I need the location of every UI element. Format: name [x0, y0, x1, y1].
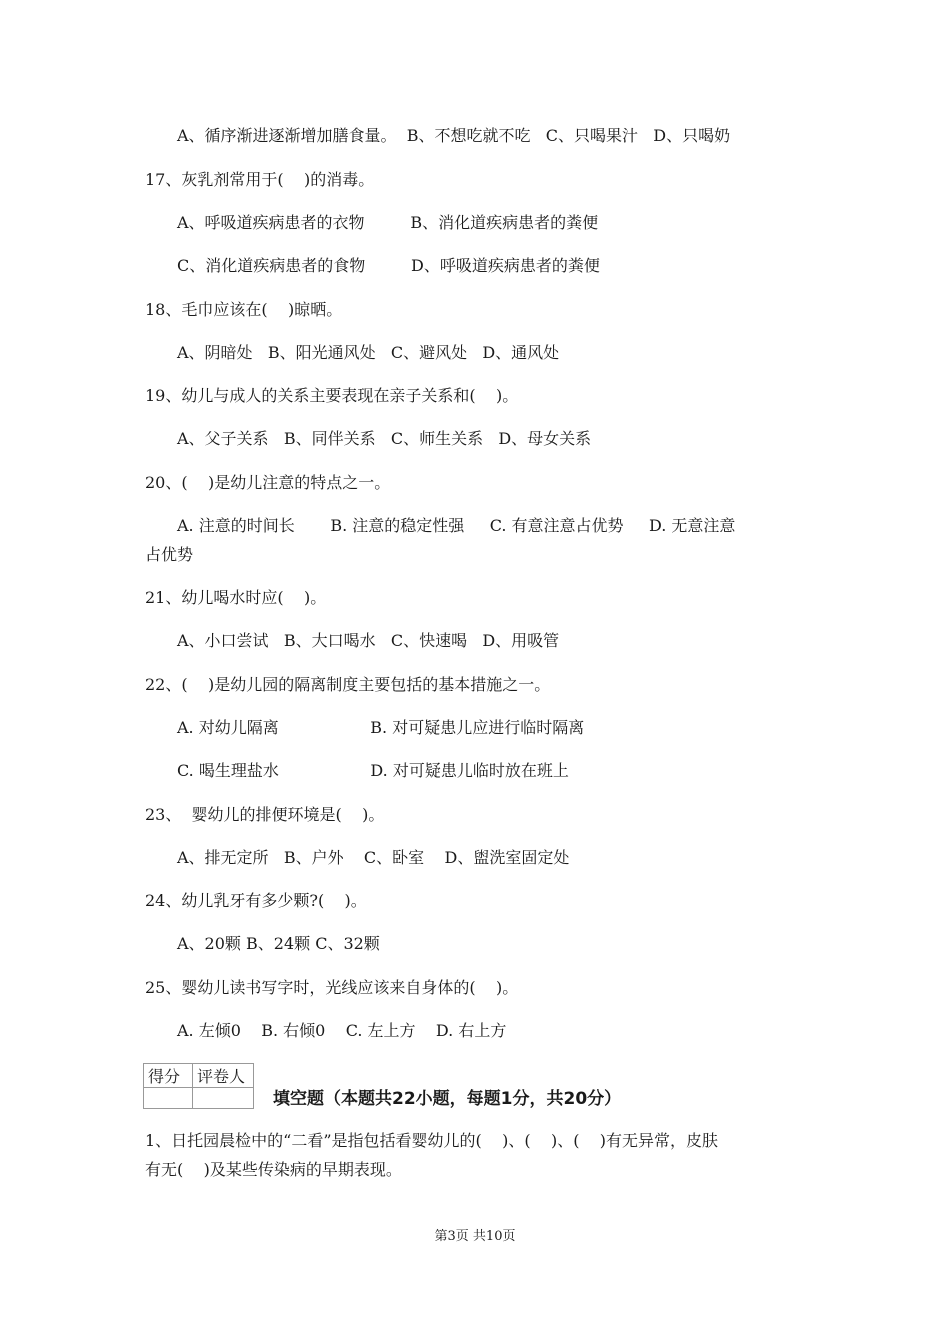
answer-options: A. 对幼儿隔离 B. 对可疑患儿应进行临时隔离	[177, 718, 585, 737]
section-title: 填空题（本题共22小题，每题1分，共20分）	[273, 1089, 622, 1109]
question-19: 19、幼儿与成人的关系主要表现在亲子关系和( )。	[145, 386, 519, 405]
answer-options: A. 左倾0 B. 右倾0 C. 左上方 D. 右上方	[177, 1021, 507, 1040]
question-17: 17、灰乳剂常用于( )的消毒。	[145, 170, 375, 189]
grader-label: 评卷人	[193, 1064, 254, 1088]
grader-cell	[193, 1088, 254, 1109]
question-23: 23、 婴幼儿的排便环境是( )。	[145, 805, 385, 824]
question-25: 25、婴幼儿读书写字时，光线应该来自身体的( )。	[145, 978, 519, 997]
score-label: 得分	[144, 1064, 193, 1088]
answer-options: A、阴暗处 B、阳光通风处 C、避风处 D、通风处	[177, 343, 560, 362]
page-footer: 第3页 共10页	[434, 1229, 516, 1244]
answer-options: A、小口尝试 B、大口喝水 C、快速喝 D、用吸管	[177, 631, 560, 650]
answer-options: A、父子关系 B、同伴关系 C、师生关系 D、母女关系	[177, 429, 592, 448]
answer-options: A、呼吸道疾病患者的衣物 B、消化道疾病患者的粪便	[177, 213, 599, 232]
question-22: 22、( )是幼儿园的隔离制度主要包括的基本措施之一。	[145, 675, 551, 694]
fill-question-1-continued: 有无( )及某些传染病的早期表现。	[145, 1160, 402, 1179]
answer-options: A、排无定所 B、户外 C、卧室 D、盥洗室固定处	[177, 848, 570, 867]
answer-options: A. 注意的时间长 B. 注意的稳定性强 C. 有意注意占优势 D. 无意注意	[177, 516, 736, 535]
question-20: 20、( )是幼儿注意的特点之一。	[145, 473, 391, 492]
question-18: 18、毛巾应该在( )晾晒。	[145, 300, 343, 319]
answer-options: A、20颗 B、24颗 C、32颗	[177, 934, 380, 953]
answer-options: A、循序渐进逐渐增加膳食量。 B、不想吃就不吃 C、只喝果汁 D、只喝奶	[177, 126, 731, 145]
grade-box	[143, 1063, 254, 1109]
question-21: 21、幼儿喝水时应( )。	[145, 588, 327, 607]
score-cell	[144, 1088, 193, 1109]
question-24: 24、幼儿乳牙有多少颗?( )。	[145, 891, 367, 910]
answer-options: C、消化道疾病患者的食物 D、呼吸道疾病患者的粪便	[177, 256, 600, 275]
answer-options: C. 喝生理盐水 D. 对可疑患儿临时放在班上	[177, 761, 569, 780]
answer-options-continued: 占优势	[145, 545, 194, 564]
fill-question-1: 1、日托园晨检中的“二看”是指包括看婴幼儿的( )、( )、( )有无异常，皮肤	[145, 1131, 719, 1150]
